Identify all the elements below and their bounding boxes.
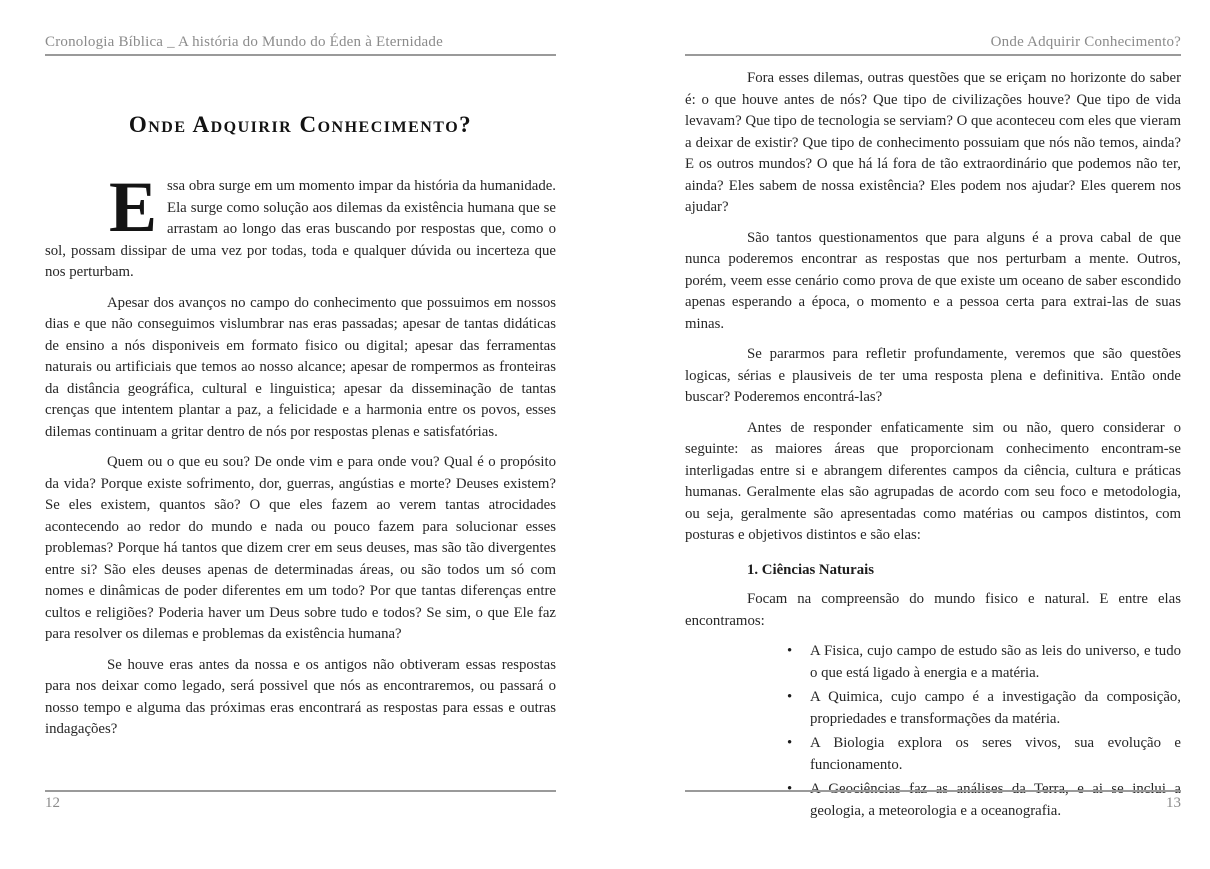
section-heading: 1. Ciências Naturais bbox=[747, 561, 875, 578]
running-header-left-text: Cronologia Bíblica _ A história do Mundo do Éden à Eternidade bbox=[45, 34, 443, 50]
paragraph: Se houve eras antes da nossa e os antigos não obtiveram essas respostas para nos deixar como legado, será possivel que nós as encontraremos, ou passará o nosso tempo e alguma das próximas eras encontrará as respostas para essas e outras indagações? bbox=[45, 656, 556, 737]
page-footer-right bbox=[685, 790, 1181, 812]
running-header-left bbox=[45, 0, 556, 56]
paragraph: Fora esses dilemas, outras questões que se eriçam no horizonte do saber é: o que houve antes de nós? Que tipo de civilizações houve? Que tipo de vida levavam? Que tipo de tecnologia se serviam? O que aconteceu com eles que vieram a deixar de existir? Que tipo de conhecimento possuiam que nós não temos, ainda? E os outros mundos? O que há lá fora de tão extraordinário que podemos não ter, ainda? Eles sabem de nossa existência? Eles podem nos ajudar? Eles querem nos ajudar? bbox=[685, 70, 1181, 215]
list-item: • A Quimica, cujo campo é a investigação da composição, propriedades e transformações da matéria. bbox=[810, 687, 1181, 730]
paragraph: São tantos questionamentos que para alguns é a prova cabal de que nunca poderemos encontrar as respostas que nos perturbam a mente. Outros, porém, veem esse cenário como prova de que existe um oceano de saber escondido apenas esperando a época, o momento e a pessoa certa para extrai-las de suas minas. bbox=[685, 229, 1181, 332]
paragraph: Antes de responder enfaticamente sim ou não, quero considerar o seguinte: as maiores áreas que proporcionam conhecimento encontram-se interligadas entre si e abrangem diferentes campos da ciência, cultura e práticas humanas. Geralmente elas são agrupadas de acordo com seu foco e metodologia, ou seja, geralmente são apresentadas como matérias ou campos distintos, com posturas e objetivos distintos e são elas: bbox=[685, 419, 1181, 543]
paragraph: Apesar dos avanços no campo do conhecimento que possuimos em nossos dias e que não conseguimos vislumbrar nas eras passadas; apesar de tantas didáticas de ensino a nós disponiveis em formato fisico ou digital; apesar das ferramentas naturais ou artificiais que temos ao nosso alcance; apesar de rompermos as fronteiras da distância geográfica, cultural e linguistica; apesar da disseminação de tantas crenças que intentem plantar a paz, a felicidade e a harmonia entre os povos, esses dilemas continuam a gritar dentro de nós por respostas plenas e satisfatórias. bbox=[45, 294, 556, 440]
drop-cap: E bbox=[109, 167, 158, 247]
right-body-text bbox=[685, 68, 1181, 822]
paragraph: Quem ou o que eu sou? De onde vim e para onde vou? Qual é o propósito da vida? Porque existe sofrimento, dor, guerras, angústias e morte? Deuses existem? Se eles existem, quantos são? O que eles fazem ao verem tantas atrocidades acontecendo ao redor do mundo e nada ou pouco fazem para solucionar esses problemas? Porque há tantos que dizem crer em seus deuses, mas são tão divergentes entre si? São eles deuses apenas de determinadas áreas, ou são todos um só com nomes e dinâmicas de poder diferentes em um todo? Por que tantas diferenças entre cultos e religiões? Poderia haver um Deus sobre tudo e todos? Se sim, o que Ele faz para resolver os dilemas e problemas da existência humana? bbox=[45, 454, 556, 642]
list-item: • A Fisica, cujo campo de estudo são as leis do universo, e tudo o que está ligado à energia e a matéria. bbox=[810, 641, 1181, 684]
running-header-right-text: Onde Adquirir Conhecimento? bbox=[990, 34, 1181, 50]
opening-paragraph bbox=[45, 167, 556, 284]
chapter-title: Onde Adquirir Conhecimento? bbox=[128, 112, 473, 137]
page-right bbox=[685, 0, 1181, 869]
running-header-right bbox=[685, 0, 1181, 56]
paragraph: Se pararmos para refletir profundamente, veremos que são questões logicas, sérias e plausiveis de ter uma resposta plena e definitiva. Então onde buscar? Poderemos encontrá-las? bbox=[685, 346, 1181, 405]
list-item: • A Geociências faz as análises da Terra, e ai se inclui a geologia, a meteorologia e a oceanografia. bbox=[810, 779, 1181, 822]
section-intro-paragraph: Focam na compreensão do mundo fisico e natural. E entre elas encontramos: bbox=[685, 591, 1181, 629]
opening-paragraph-text: ssa obra surge em um momento impar da história da humanidade. Ela surge como solução aos dilemas da existência humana que se arrastam ao longo das eras buscando por respostas que, como o sol, possam dissipar de uma vez por todas, toda e qualquer dúvida ou incerteza que nos perturbam. bbox=[45, 178, 556, 280]
left-body-text bbox=[45, 167, 556, 741]
page-number-right: 13 bbox=[1166, 795, 1181, 811]
page-number-left: 12 bbox=[45, 795, 60, 811]
list-item: • A Biologia explora os seres vivos, sua evolução e funcionamento. bbox=[810, 733, 1181, 776]
page-left bbox=[45, 0, 556, 869]
page-footer-left bbox=[45, 790, 556, 812]
